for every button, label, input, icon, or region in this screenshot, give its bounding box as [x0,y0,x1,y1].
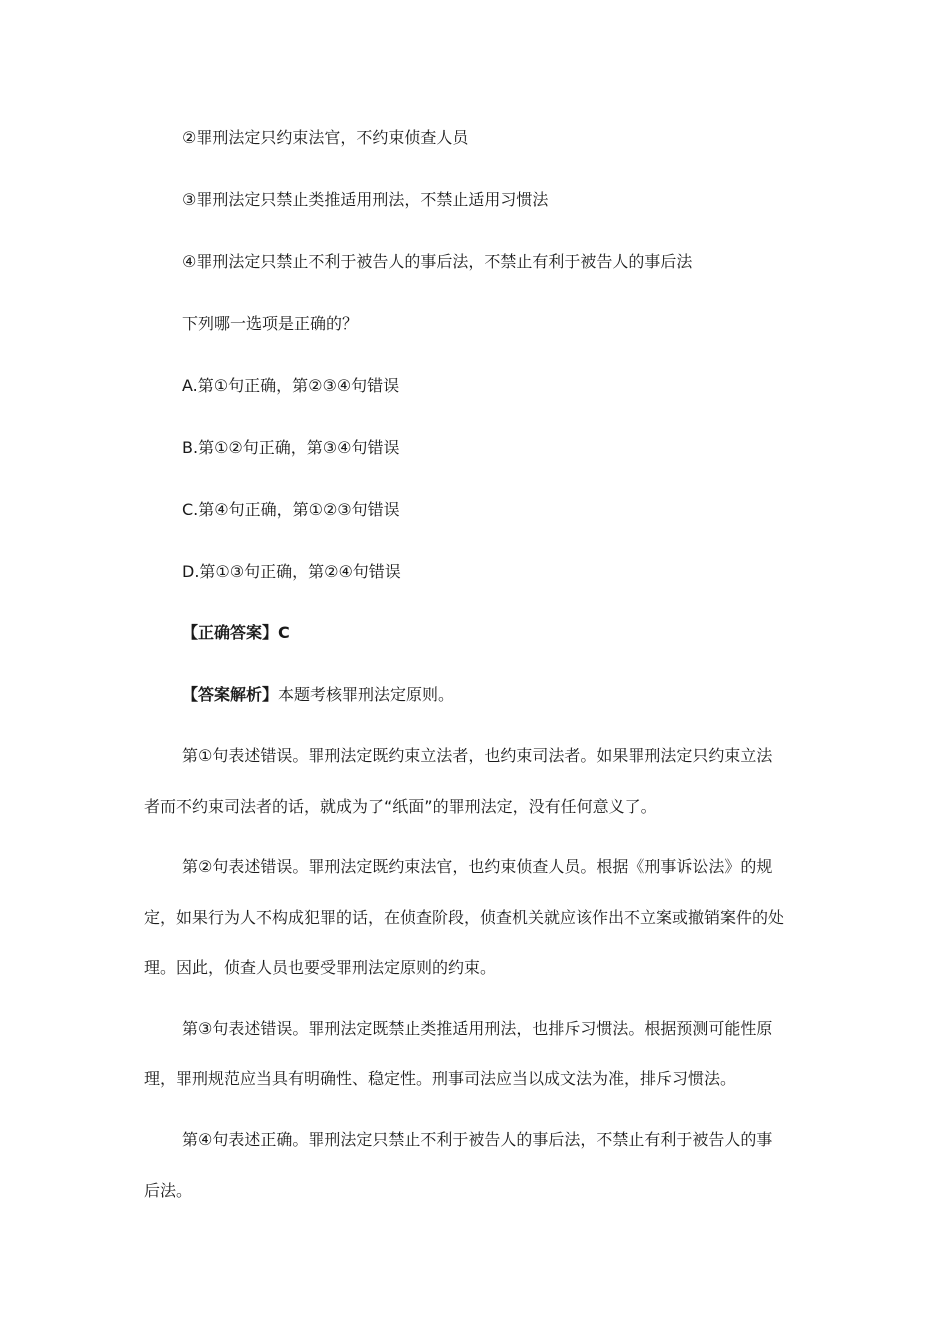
analysis-p1-line2: 者而不约束司法者的话，就成为了“纸面”的罪刑法定，没有任何意义了。 [144,797,657,816]
analysis-p1-line1: 第①句表述错误。罪刑法定既约束立法者，也约束司法者。如果罪刑法定只约束立法 [182,746,773,765]
statement-3: ③罪刑法定只禁止类推适用刑法，不禁止适用习惯法 [182,190,549,209]
option-a: A.第①句正确，第②③④句错误 [182,376,400,395]
analysis-p2-line1: 第②句表述错误。罪刑法定既约束法官，也约束侦查人员。根据《刑事诉讼法》的规 [182,857,773,876]
analysis-p4-line1: 第④句表述正确。罪刑法定只禁止不利于被告人的事后法，不禁止有利于被告人的事 [182,1130,773,1149]
analysis-p4-line2: 后法。 [144,1181,193,1200]
option-d: D.第①③句正确，第②④句错误 [182,562,401,581]
question-prompt: 下列哪一选项是正确的？ [182,314,359,333]
option-c: C.第④句正确，第①②③句错误 [182,500,400,519]
option-b: B.第①②句正确，第③④句错误 [182,438,400,457]
correct-answer: 【正确答案】C [182,623,290,642]
analysis-intro: 本题考核罪刑法定原则。 [278,685,455,704]
analysis-p3-line1: 第③句表述错误。罪刑法定既禁止类推适用刑法，也排斥习惯法。根据预测可能性原 [182,1019,773,1038]
analysis-heading [182,684,454,706]
statement-2: ②罪刑法定只约束法官，不约束侦查人员 [182,128,469,147]
analysis-p3-line2: 理，罪刑规范应当具有明确性、稳定性。刑事司法应当以成文法为准，排斥习惯法。 [144,1069,737,1088]
analysis-p2-line3: 理。因此，侦查人员也要受罪刑法定原则的约束。 [144,958,497,977]
analysis-p2-line2: 定，如果行为人不构成犯罪的话，在侦查阶段，侦查机关就应该作出不立案或撤销案件的处 [144,908,785,927]
analysis-label: 【答案解析】 [182,685,279,704]
statement-4: ④罪刑法定只禁止不利于被告人的事后法，不禁止有利于被告人的事后法 [182,252,693,271]
